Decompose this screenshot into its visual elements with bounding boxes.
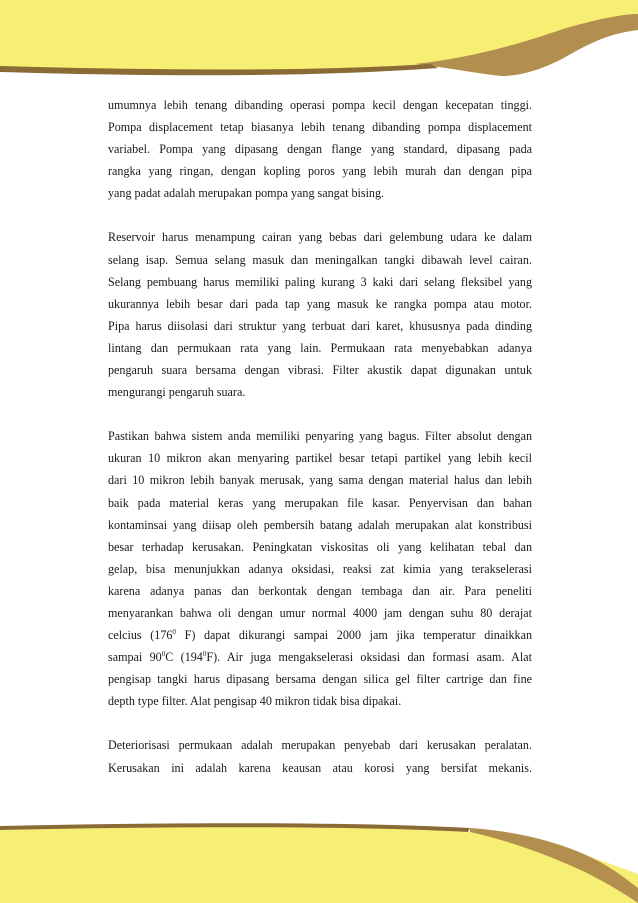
text-line: depth type filter. Alat pengisap 40 mikron tidak bisa dipakai. — [108, 694, 402, 709]
text-line: rangka yang ringan, dengan kopling poros yang lebih murah dan dengan pipa — [108, 164, 532, 179]
text-line: Pompa displacement tetap biasanya lebih tenang dibanding pompa displacement — [108, 120, 532, 135]
text-line: Kerusakan ini adalah karena keausan atau korosi yang bersifat mekanis. — [108, 760, 532, 775]
text-line: menyarankan bahwa oli dengan umur normal 4000 jam dengan suhu 80 derajat — [108, 605, 532, 620]
degree-superscript: 0 — [202, 650, 207, 659]
text-line: pengaruh suara bersama dengan vibrasi. Filter akustik dapat digunakan untuk — [108, 363, 532, 378]
text-line: Selang pembuang harus memiliki paling kurang 3 kaki dari selang fleksibel yang — [108, 274, 532, 289]
text-line-temperature — [108, 646, 532, 668]
text-line: baik pada material keras yang merupakan file kasar. Penyervisan dan bahan — [108, 495, 532, 510]
text-line: yang padat adalah merupakan pompa yang sangat bising. — [108, 186, 385, 201]
bottom-banner-decoration — [0, 822, 638, 903]
paragraph-3 — [108, 425, 532, 712]
paragraph-1 — [108, 94, 532, 204]
text-fragment: celcius (176 — [108, 628, 173, 643]
text-line: Pipa harus diisolasi dari struktur yang terbuat dari karet, khususnya pada dinding — [108, 318, 532, 333]
text-line: mengurangi pengaruh suara. — [108, 385, 246, 400]
text-line: selang isap. Semua selang masuk dan meningalkan tangki dibawah level cairan. — [108, 252, 532, 267]
text-line: variabel. Pompa yang dipasang dengan flange yang standard, dipasang pada — [108, 142, 532, 157]
degree-superscript: 0 — [172, 628, 176, 637]
text-fragment: C (194 — [165, 650, 203, 665]
text-line: dari 10 mikron lebih banyak merusak, yang sama dengan material halus dan lebih — [108, 473, 532, 488]
paragraph-2 — [108, 226, 532, 403]
text-fragment: F). Air juga mengakselerasi oksidasi dan formasi asam. Alat — [206, 650, 533, 665]
text-line-temperature — [108, 624, 532, 646]
text-fragment: sampai 90 — [108, 650, 162, 665]
text-line: ukurannya lebih besar dari pada tap yang masuk ke rangka pompa atau motor. — [108, 296, 532, 311]
text-line: karena adanya panas dan berkontak dengan tembaga dan air. Para peneliti — [108, 583, 532, 598]
text-line: kontaminsai yang diisap oleh pembersih batang adalah merupakan alat konstribusi — [108, 517, 532, 532]
text-line: Deteriorisasi permukaan adalah merupakan penyebab dari kerusakan peralatan. — [108, 738, 532, 753]
text-line: ukuran 10 mikron akan menyaring partikel besar tetapi partikel yang lebih kecil — [108, 451, 532, 466]
text-line: Reservoir harus menampung cairan yang bebas dari gelembung udara ke dalam — [108, 230, 532, 245]
text-line: pengisap tangki harus dipasang bersama dengan silica gel filter cartrige dan fine — [108, 672, 532, 687]
top-banner-decoration — [0, 0, 638, 78]
text-line: umumnya lebih tenang dibanding operasi pompa kecil dengan kecepatan tinggi. — [108, 98, 532, 112]
text-line: gelap, bisa menunjukkan adanya oksidasi, reaksi zat kimia yang terakselerasi — [108, 561, 532, 576]
text-line: Pastikan bahwa sistem anda memiliki penyaring yang bagus. Filter absolut dengan — [108, 429, 532, 444]
degree-superscript: 0 — [161, 650, 166, 659]
document-body — [108, 94, 532, 779]
text-fragment: F) dapat dikurangi sampai 2000 jam jika temperatur dinaikkan — [175, 628, 532, 643]
text-line: besar terhadap kerusakan. Peningkatan viskositas oli yang kelihatan tebal dan — [108, 539, 532, 554]
text-line: lintang dan permukaan rata yang lain. Permukaan rata menyebabkan adanya — [108, 340, 532, 355]
paragraph-4 — [108, 734, 532, 778]
